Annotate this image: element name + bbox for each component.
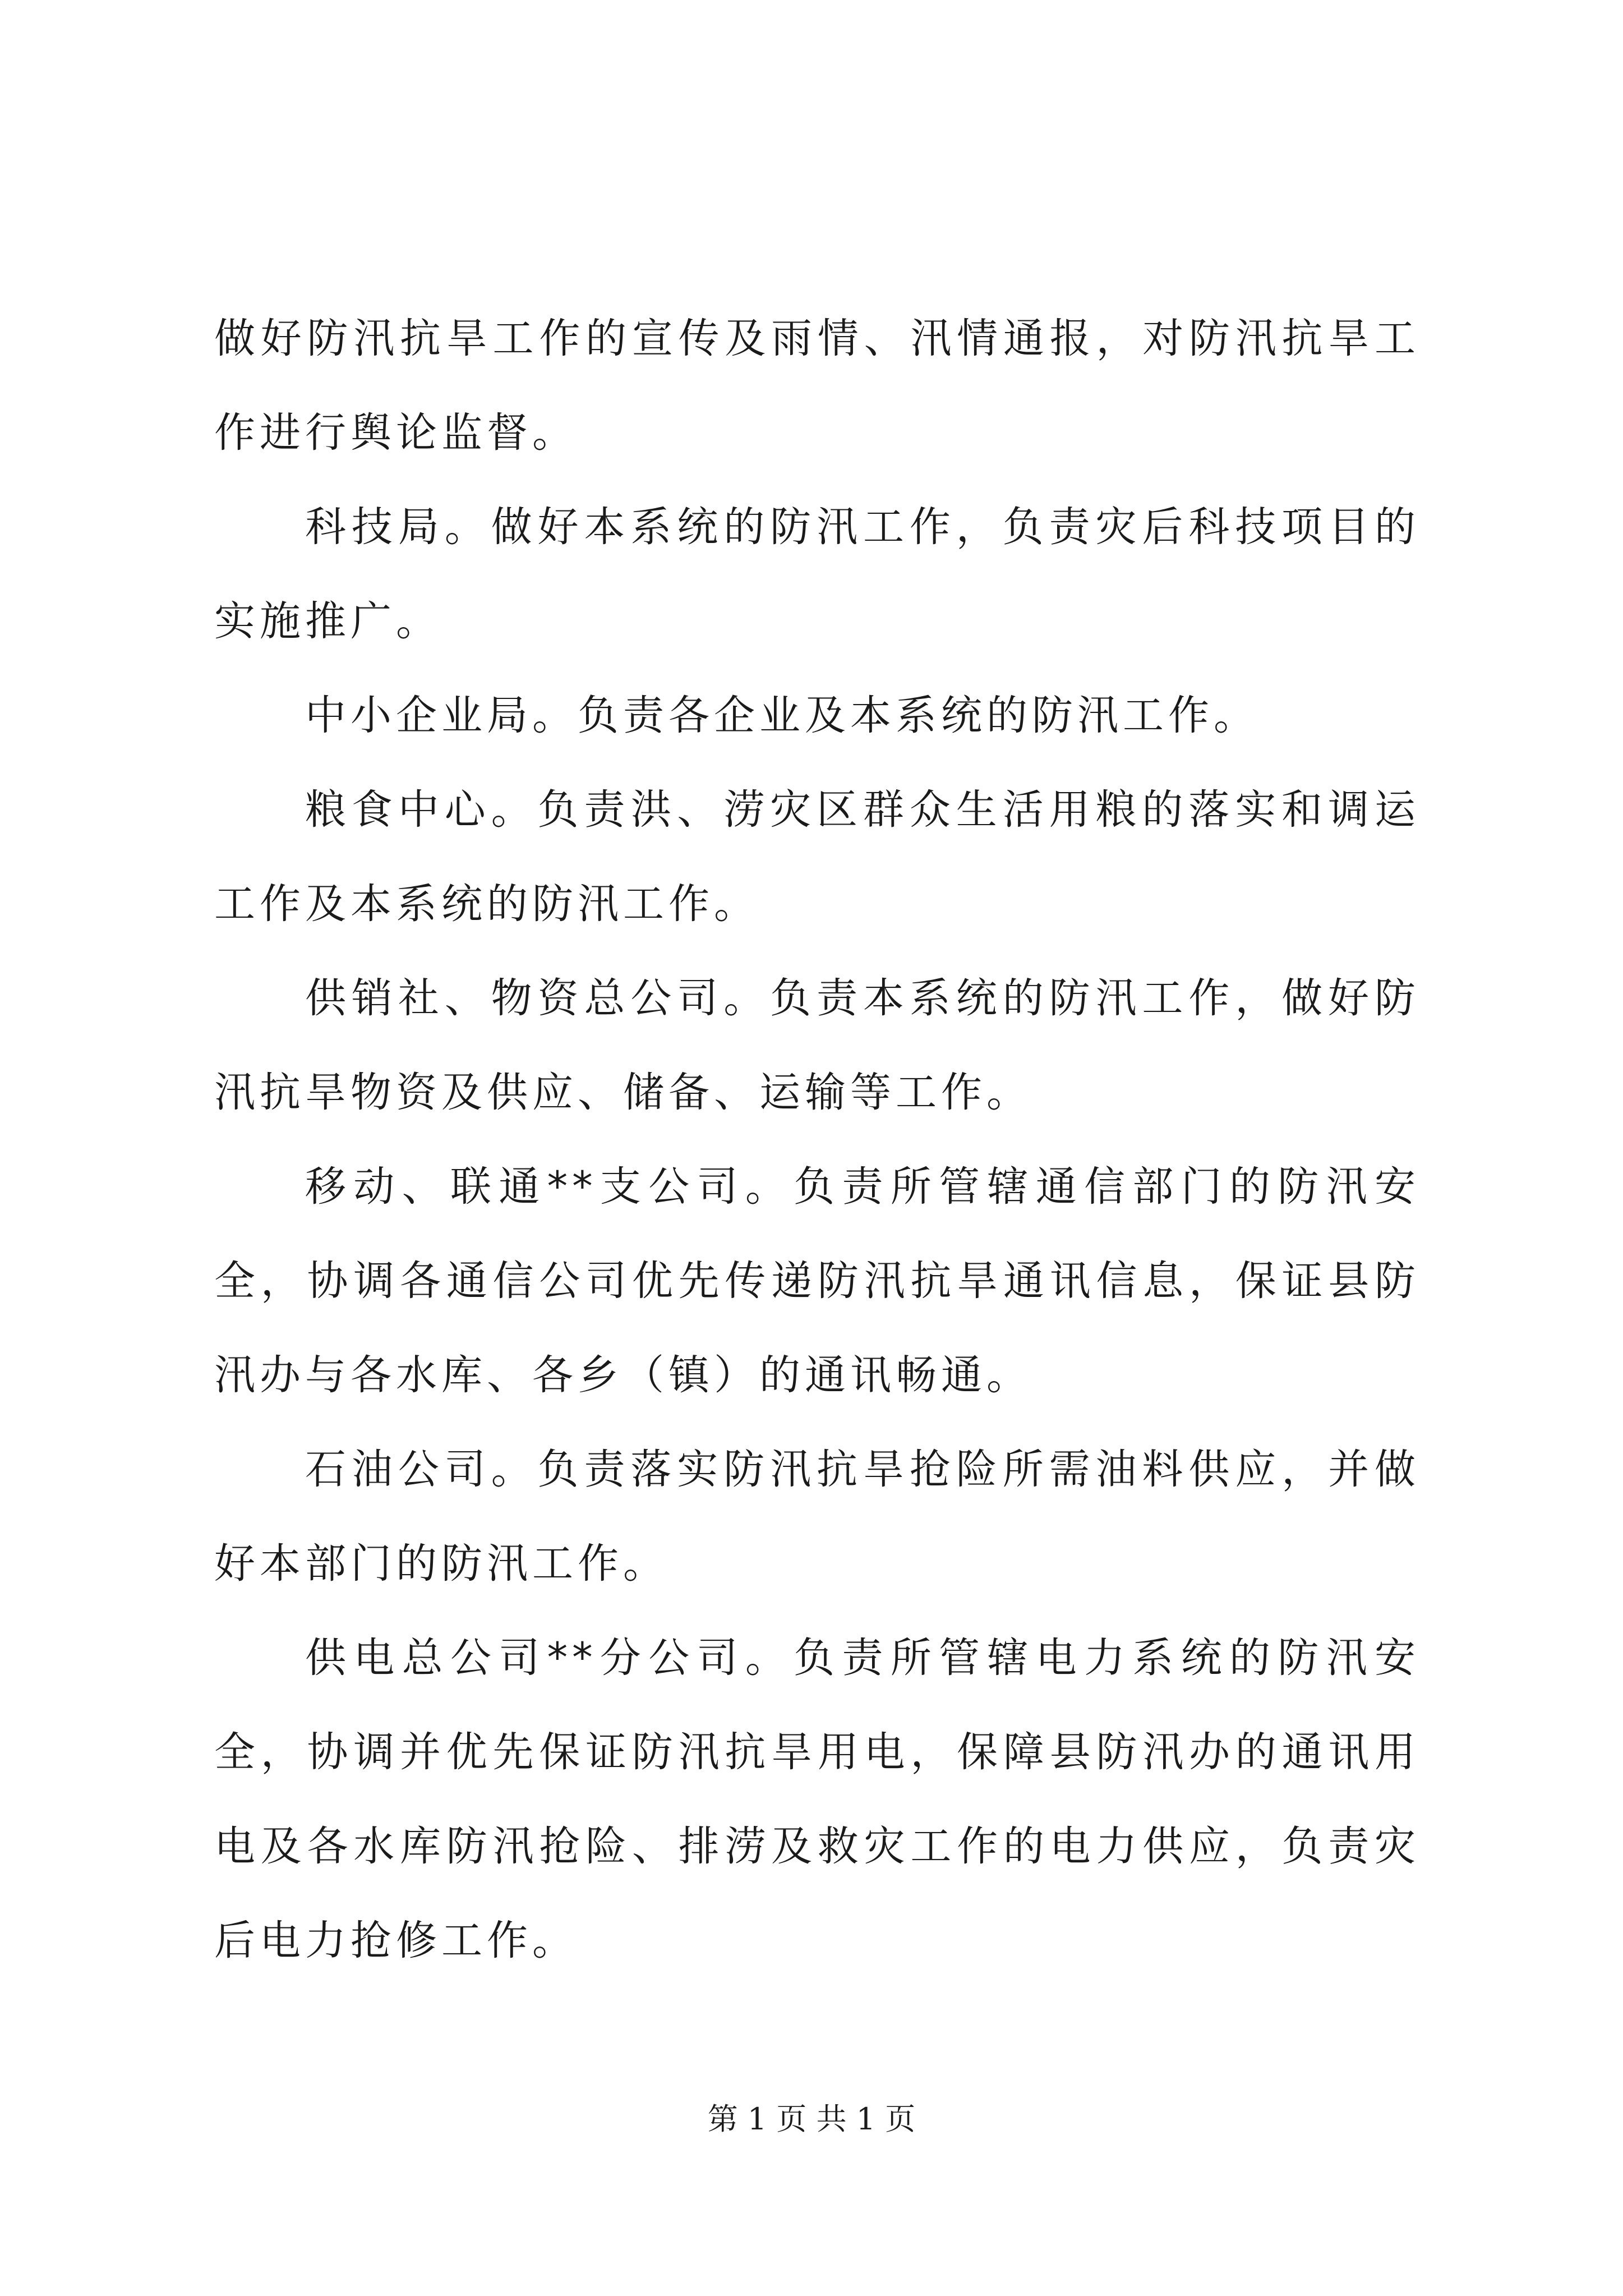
- paragraph-sme-bureau: 中小企业局。负责各企业及本系统的防汛工作。: [305, 692, 1259, 739]
- page-number-footer: 第 1 页 共 1 页: [707, 2101, 916, 2137]
- document-body: [214, 292, 1420, 1988]
- paragraph-petroleum: 石油公司。负责落实防汛抗旱抢险所需油料供应，并做好本部门的防汛工作。: [214, 1446, 1420, 1588]
- paragraph-telecom: 移动、联通**支公司。负责所管辖通信部门的防汛安全，协调各通信公司优先传递防汛抗旱通讯信息，保证县防汛办与各水库、各乡（镇）的通讯畅通。: [214, 1163, 1420, 1399]
- paragraph-supply-cooperative: 供销社、物资总公司。负责本系统的防汛工作，做好防汛抗旱物资及供应、储备、运输等工作。: [214, 974, 1420, 1116]
- paragraph-grain-center: 粮食中心。负责洪、涝灾区群众生活用粮的落实和调运工作及本系统的防汛工作。: [214, 786, 1420, 928]
- paragraph-power-supply: 供电总公司**分公司。负责所管辖电力系统的防汛安全，协调并优先保证防汛抗旱用电，保障县防汛办的通讯用电及各水库防汛抢险、排涝及救灾工作的电力供应，负责灾后电力抢修工作。: [214, 1634, 1420, 1964]
- paragraph-science-bureau: 科技局。做好本系统的防汛工作，负责灾后科技项目的实施推广。: [214, 503, 1420, 645]
- paragraph-continuation: 做好防汛抗旱工作的宣传及雨情、汛情通报，对防汛抗旱工作进行舆论监督。: [214, 315, 1420, 457]
